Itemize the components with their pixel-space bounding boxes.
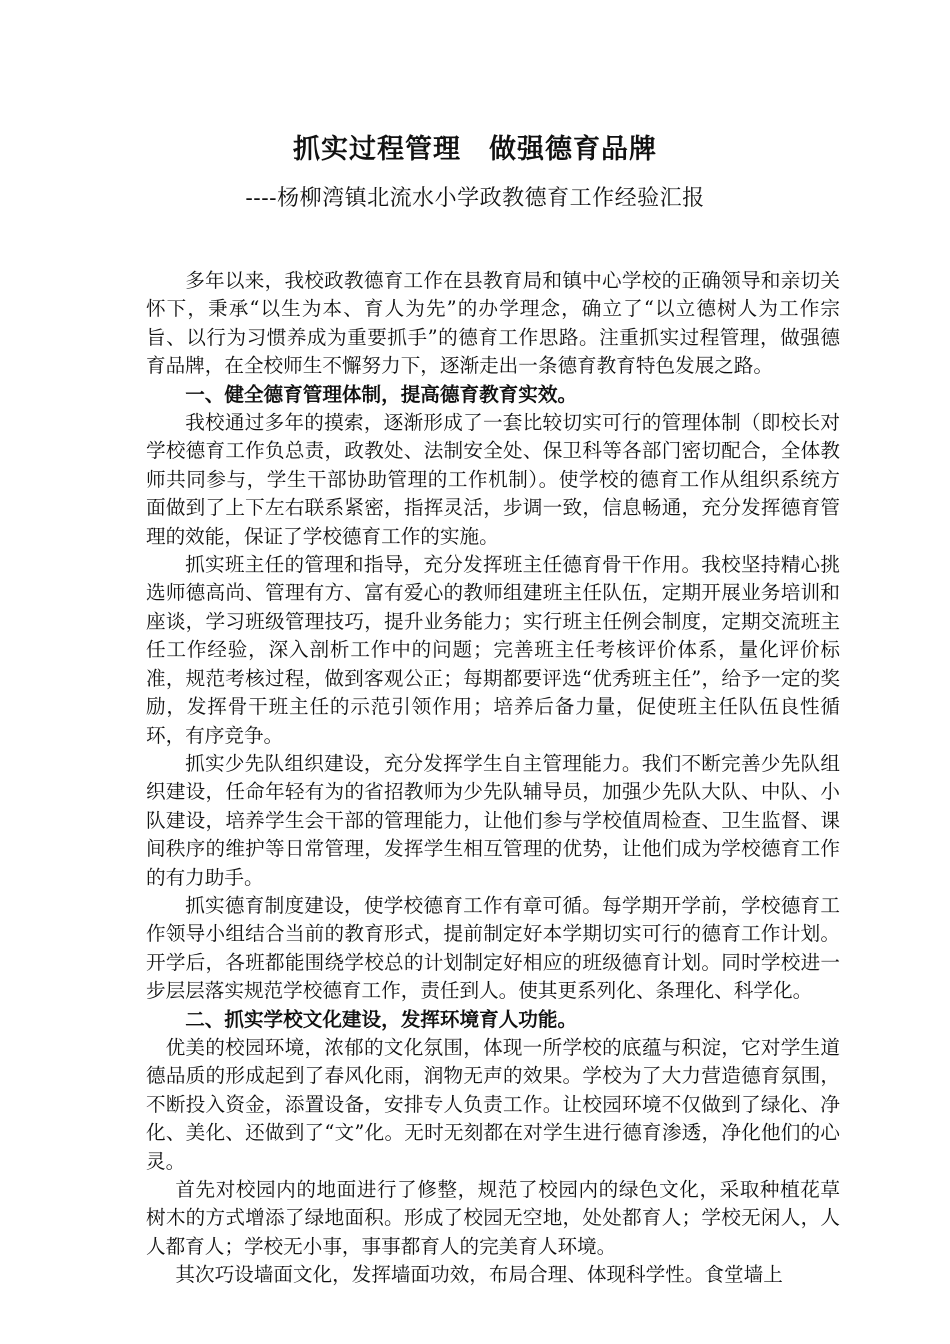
paragraph: 抓实德育制度建设，使学校德育工作有章可循。每学期开学前，学校德育工作领导小组结合当前的教育形式，提前制定好本学期切实可行的德育工作计划。开学后，各班都能围绕学校总的计划制定好相应的班级德育计划。同时学校进一步层层落实规范学校德育工作，责任到人。使其更系列化、条理化、科学化。 <box>146 893 840 1003</box>
section-heading-1: 一、健全德育管理体制，提高德育教育实效。 <box>185 382 578 406</box>
section-heading-2: 二、抓实学校文化建设，发挥环境育人功能。 <box>185 1007 578 1031</box>
paragraph-intro: 多年以来，我校政教德育工作在县教育局和镇中心学校的正确领导和亲切关怀下，秉承“以生为本、育人为先”的办学理念，确立了“以立德树人为工作宗旨、以行为习惯养成为重要抓手”的德育工作思路。注重抓实过程管理，做强德育品牌，在全校师生不懈努力下，逐渐走出一条德育教育特色发展之路。 <box>146 269 840 378</box>
document-subtitle: ----杨柳湾镇北流水小学政教德育工作经验汇报 <box>245 186 705 211</box>
paragraph: 优美的校园环境，浓郁的文化氛围，体现一所学校的底蕴与积淀，它对学生道德品质的形成起到了春风化雨，润物无声的效果。学校为了大力营造德育氛围，不断投入资金，添置设备，安排专人负责工作。让校园环境不仅做到了绿化、净化、美化、还做到了“文”化。无时无刻都在对学生进行德育渗透，净化他们的心灵。 <box>146 1035 840 1173</box>
paragraph: 抓实班主任的管理和指导，充分发挥班主任德育骨干作用。我校坚持精心挑选师德高尚、管理有方、富有爱心的教师组建班主任队伍，定期开展业务培训和座谈，学习班级管理技巧，提升业务能力；实行班主任例会制度，定期交流班主任工作经验，深入剖析工作中的问题；完善班主任考核评价体系，量化评价标准，规范考核过程，做到客观公正；每期都要评选“优秀班主任”，给予一定的奖励，发挥骨干班主任的示范引领作用；培养后备力量，促使班主任队伍良性循环，有序竞争。 <box>146 553 840 747</box>
paragraph: 抓实少先队组织建设，充分发挥学生自主管理能力。我们不断完善少先队组织建设，任命年轻有为的省招教师为少先队辅导员，加强少先队大队、中队、小队建设，培养学生会干部的管理能力，让他们参与学校值周检查、卫生监督、课间秩序的维护等日常管理，发挥学生相互管理的优势，让他们成为学校德育工作的有力助手。 <box>146 751 840 889</box>
document-title: 抓实过程管理 做强德育品牌 <box>293 134 657 165</box>
document-body <box>146 267 840 1290</box>
paragraph: 我校通过多年的摸索，逐渐形成了一套比较切实可行的管理体制（即校长对学校德育工作负总责，政教处、法制安全处、保卫科等各部门密切配合，全体教师共同参与，学生干部协助管理的工作机制）。使学校的德育工作从组织系统方面做到了上下左右联系紧密，指挥灵活，步调一致，信息畅通，充分发挥德育管理的效能，保证了学校德育工作的实施。 <box>146 411 840 548</box>
paragraph: 首先对校园内的地面进行了修整，规范了校园内的绿色文化，采取种植花草树木的方式增添了绿地面积。形成了校园无空地，处处都育人；学校无闲人，人人都育人；学校无小事，事事都育人的完美育人环境。 <box>146 1178 840 1258</box>
paragraph: 其次巧设墙面文化，发挥墙面功效，布局合理、体现科学性。食堂墙上 <box>175 1263 783 1287</box>
